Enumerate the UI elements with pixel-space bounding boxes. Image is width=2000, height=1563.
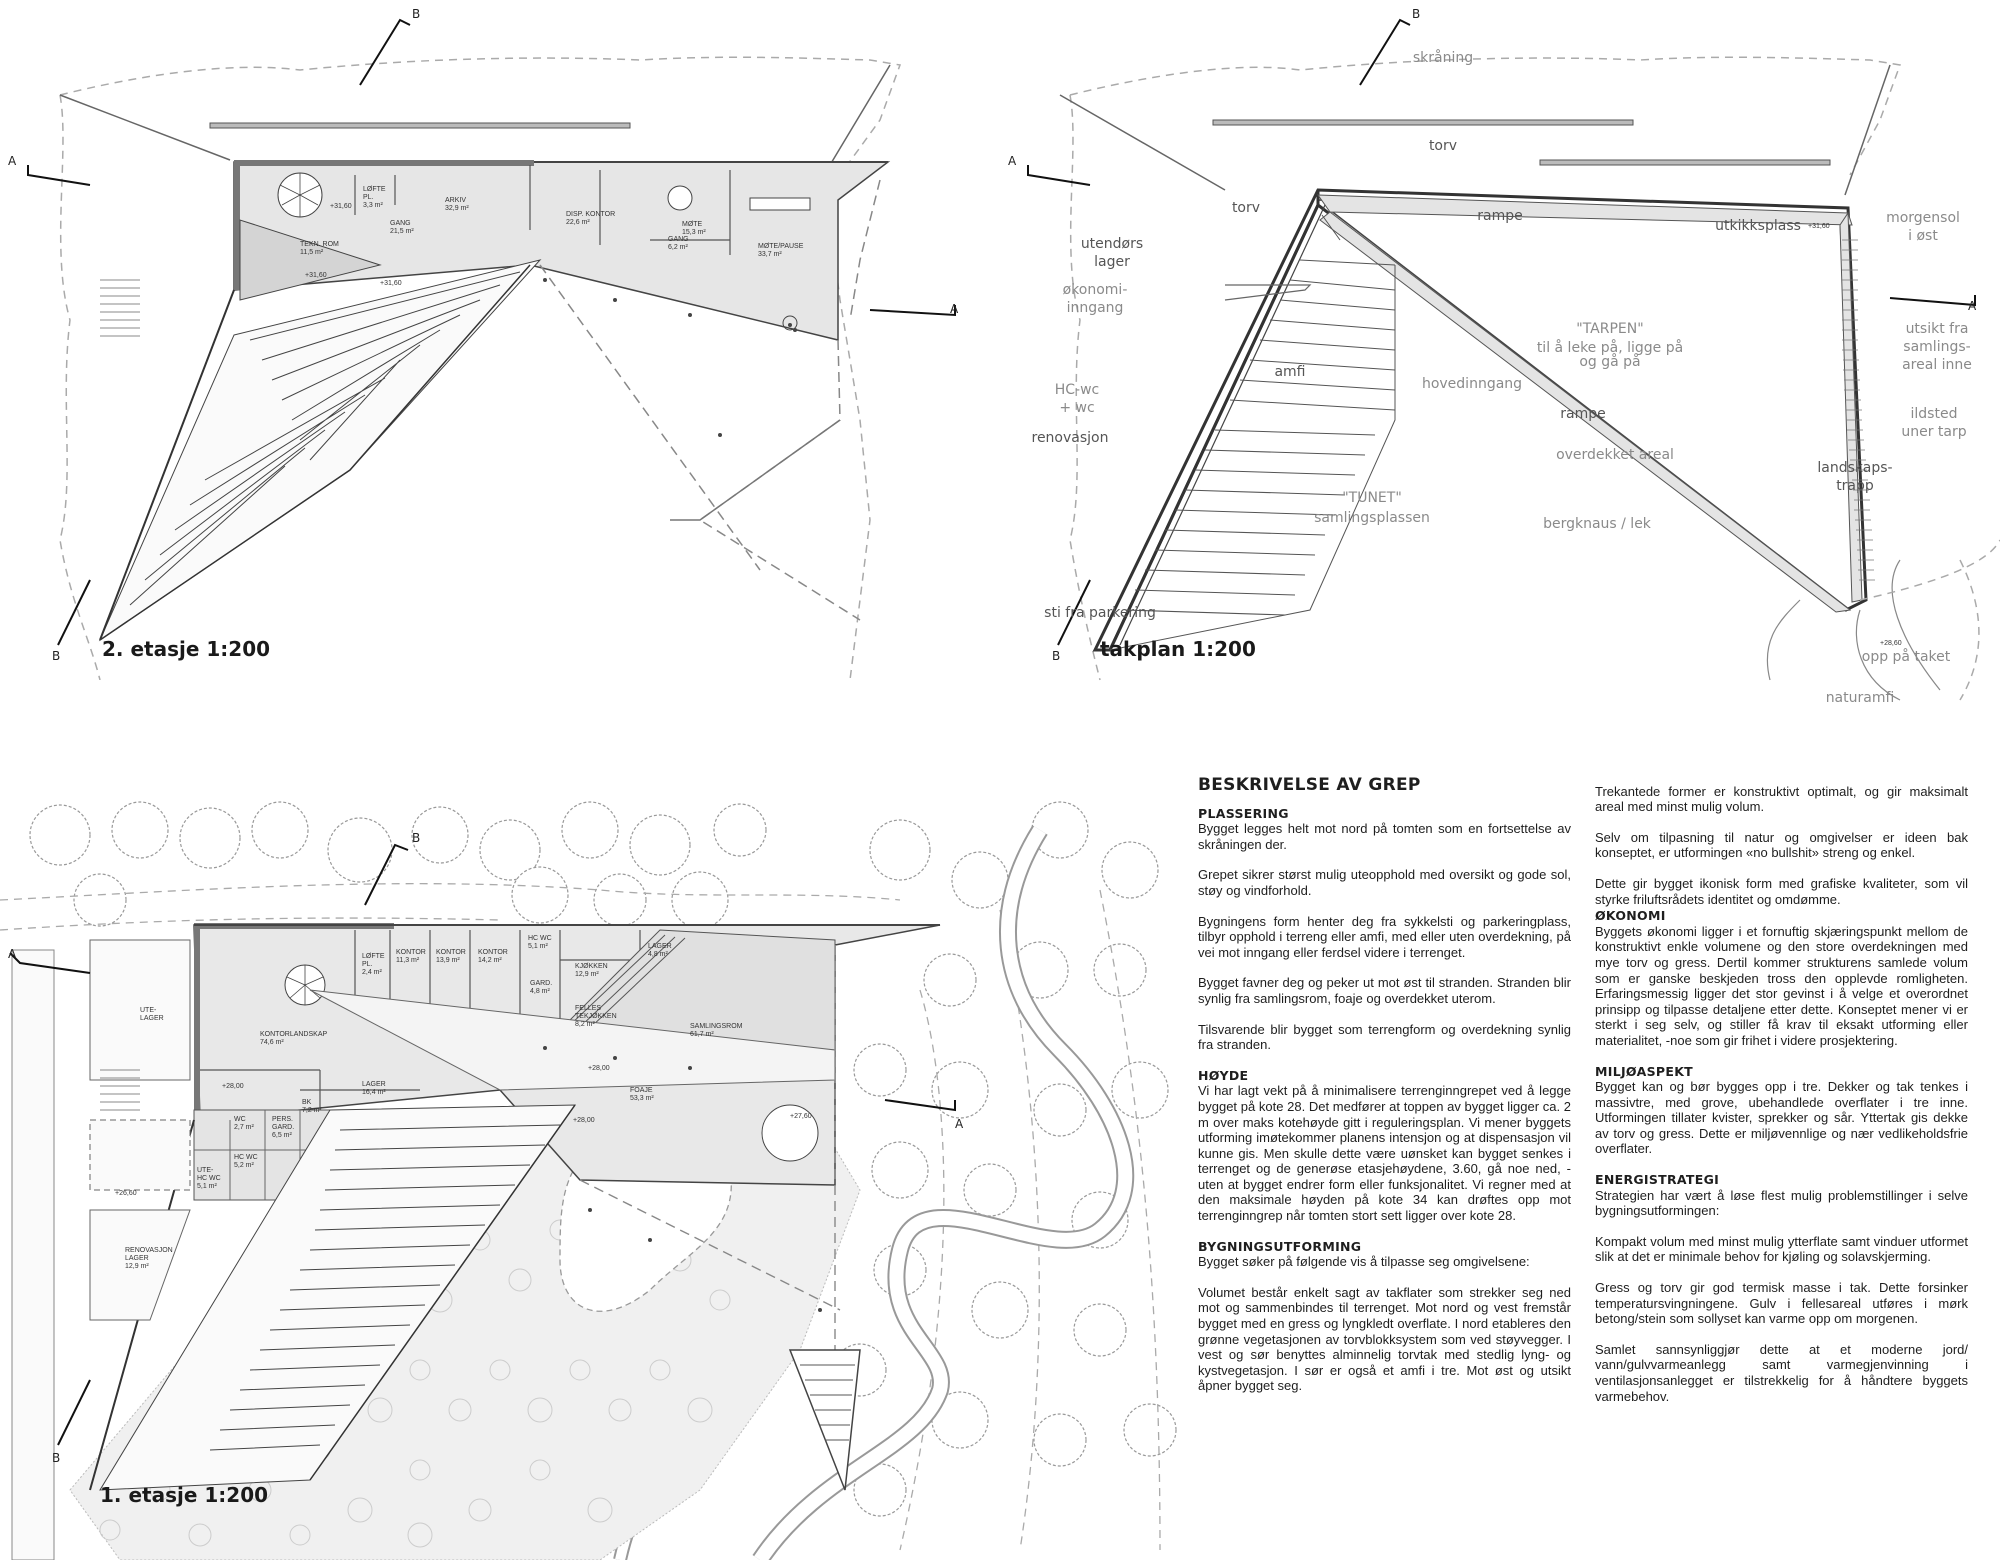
paragraph: Bygget søker på følgende vis å tilpasse seg omgivelsene: (1198, 1254, 1530, 1270)
room-lofte-sub: PL. (363, 194, 374, 201)
ff-room-kontorlandskap-area: 74,6 m² (260, 1039, 284, 1046)
ff-room-lager-1: LAGER (648, 943, 672, 950)
plan-roof (1000, 0, 2000, 720)
ff-room-gard-area: 4,8 m² (530, 988, 550, 995)
room-lofte: LØFTE (363, 186, 386, 193)
ff-room-ute-hcwc-sub: HC WC (197, 1175, 221, 1182)
ff-room-pers-sub: GARD. (272, 1124, 295, 1131)
description-title: BESKRIVELSE AV GREP (1198, 775, 1421, 795)
room-disp-kontor-area: 22,6 m² (566, 219, 590, 226)
description-panel (1198, 775, 1968, 1558)
label-okonomi: økonomi- (1062, 282, 1128, 298)
ff-section-a-right: A (955, 1117, 964, 1131)
title-first-floor: 1. etasje 1:200 (100, 1483, 269, 1507)
heading-hoyde: HØYDE (1198, 1067, 1249, 1083)
label-utsikt-1: utsikt fra (1905, 321, 1969, 337)
paragraph: Strategien har vært å løse flest mulig problemstillinger i selve bygningsutformingen: (1595, 1187, 1968, 1219)
label-wc: + wc (1059, 400, 1095, 416)
ff-room-lager-2: LAGER (362, 1081, 386, 1088)
ff-level-2: +28,00 (588, 1065, 610, 1072)
heading-okonomi: ØKONOMI (1595, 908, 1666, 924)
ff-room-lofte: LØFTE (362, 953, 385, 960)
room-lofte-area: 3,3 m² (363, 202, 383, 209)
roof-level-1: +31,60 (1808, 223, 1830, 230)
ff-room-pers: PERS. (272, 1116, 294, 1123)
section-hoyde (1198, 1068, 1571, 1224)
section-bygningsutforming (1198, 1239, 1571, 1394)
level-3: +31,60 (380, 280, 402, 287)
label-landskaps-2: trapp (1836, 478, 1874, 494)
paragraph: Bygget kan og bør bygges opp i tre. Dekker og tak tenkes i massivtre, med grove, ubehandlede overflater i tre inne. Utformingen tillater kvister, sprekker og sår. Yttertak gis dekke av torv og gress. Dette er miljøvennlige og nær vedlikeholdsfrie overflater. (1595, 1079, 1968, 1157)
label-tarpen-sub1: til å leke på, ligge på (1536, 340, 1684, 356)
label-tarpen-sub2: og gå på (1579, 354, 1641, 370)
ff-room-renovasjon-sub: LAGER (125, 1255, 149, 1262)
ff-room-samlingsrom: SAMLINGSROM (690, 1023, 743, 1030)
room-tekn-area: 11,5 m² (300, 249, 324, 256)
ff-room-bk-area: 7,2 m² (302, 1107, 322, 1114)
heading-plassering: PLASSERING (1198, 805, 1289, 821)
ff-room-bk: BK (302, 1099, 312, 1106)
paragraph: Bygget favner deg og peker ut mot øst til stranden. Stranden blir synlig fra samlingsrom, foaje og overdekket uterom. (1198, 975, 1571, 1006)
roof-section-a-right: A (1968, 299, 1977, 313)
ff-room-wc: WC (234, 1116, 246, 1123)
ff-room-kontor-3-area: 14,2 m² (478, 957, 502, 964)
room-gang-area: 21,5 m² (390, 228, 414, 235)
paragraph: Dette gir bygget ikonisk form med grafiske kvaliteter, som vil styrke friluftsrådets identitet og omdømme. (1595, 875, 1968, 907)
ff-room-kontor-1: KONTOR (396, 949, 426, 956)
ff-room-lager-1-area: 4,8 m² (648, 951, 668, 958)
ff-room-lofte-area: 2,4 m² (362, 969, 382, 976)
label-renovasjon: renovasjon (1031, 430, 1109, 446)
plan-second-floor (0, 0, 960, 680)
ff-room-ute-lager: UTE- (140, 1007, 157, 1014)
label-overdekket: overdekket areal (1556, 447, 1674, 463)
plan-first-floor (0, 790, 1180, 1560)
label-opp: opp på taket (1861, 649, 1951, 665)
ff-room-felles: FELLES (575, 1005, 602, 1012)
ff-section-b-bottom: B (52, 1451, 61, 1465)
ff-room-lofte-sub: PL. (362, 961, 373, 968)
label-bergknaus: bergknaus / lek (1543, 516, 1651, 532)
label-morgensol: morgensol (1886, 210, 1960, 226)
label-skraning: skråning (1412, 50, 1474, 66)
ff-room-wc-area: 2,7 m² (234, 1124, 254, 1131)
room-gang2-area: 6,2 m² (668, 244, 688, 251)
ff-room-kontor-1-area: 11,3 m² (396, 957, 420, 964)
room-mote-area: 15,3 m² (682, 229, 706, 236)
room-disp-kontor: DISP. KONTOR (566, 211, 616, 218)
room-gang: GANG (390, 220, 411, 227)
label-lager: lager (1094, 254, 1130, 270)
section-mark-b-top: B (412, 7, 421, 21)
label-sti: sti fra parkering (1044, 605, 1156, 621)
room-arkiv-area: 32,9 m² (445, 205, 469, 212)
heading-energistrategi: ENERGISTRATEGI (1595, 1172, 1720, 1188)
ff-room-hcwc: HC WC (528, 935, 552, 942)
paragraph: Gress og torv gir god termisk masse i tak. Dette forsinker temperatursvingningene. Gulv i fellesareal utføres i mørk betong/stein som sollyset kan varme opp om morgenen. (1595, 1280, 1968, 1327)
section-energistrategi (1595, 1172, 1968, 1404)
room-arkiv: ARKIV (445, 197, 467, 204)
ff-room-lager-2-area: 16,4 m² (362, 1089, 386, 1096)
label-hovedinngang: hovedinngang (1421, 376, 1523, 392)
ff-room-felles-sub: TEKJØKKEN (575, 1013, 617, 1020)
ff-room-renovasjon-area: 12,9 m² (125, 1263, 149, 1270)
section-mark-b-bottom: B (52, 649, 61, 663)
paragraph: Volumet består enkelt sagt av takflater som strekker seg ned mot og sammenbindes til terrenget. Mot nord og vest fremstår bygget med en gress og lyngkledt overflate. I nord etableres den grønne vegetasjonen av torvblokksystem som ved støyvegger. I vest og sør benyttes alminnelig torvtak med stedlig lyng- og kystvegetasjon. I sør er også et amfi i tre. Mot øst og utsikt åpner bygget seg. (1198, 1284, 1571, 1394)
label-rampe-2: rampe (1560, 406, 1606, 422)
ff-room-ute-lager-sub: LAGER (140, 1015, 164, 1022)
section-miljoaspekt (1595, 1064, 1968, 1158)
roof-level-2: +28,60 (1880, 640, 1902, 647)
paragraph: Bygget legges helt mot nord på tomten som en fortsettelse av skråningen der. (1198, 821, 1571, 852)
paragraph: Kompakt volum med minst mulig ytterflate samt vinduer utformet slik at det er minimale behov for kjøling og solavskjerming. (1595, 1233, 1968, 1265)
ff-room-samlingsrom-area: 61,7 m² (690, 1031, 714, 1038)
heading-miljoaspekt: MILJØASPEKT (1595, 1063, 1694, 1079)
ff-room-felles-area: 8,2 m² (575, 1021, 595, 1028)
ff-room-kontor-3: KONTOR (478, 949, 508, 956)
section-plassering (1198, 806, 1571, 1053)
ff-room-kontorlandskap: KONTORLANDSKAP (260, 1031, 328, 1038)
ff-room-ute-hcwc-area: 5,1 m² (197, 1183, 217, 1190)
room-mote: MØTE (682, 221, 703, 228)
room-gang2: GANG (668, 236, 689, 243)
ff-room-hcwc-2: HC WC (234, 1154, 258, 1161)
ff-level-5: +26,60 (115, 1190, 137, 1197)
plan-roof-drawing (1000, 0, 2000, 720)
label-naturamfi: naturamfi (1825, 690, 1895, 706)
paragraph: Trekantede former er konstruktivt optimalt, og gir maksimalt areal med minst mulig volum. (1595, 783, 1968, 815)
ff-level-4: +27,60 (790, 1113, 812, 1120)
label-ildsted-2: uner tarp (1901, 424, 1967, 440)
label-ildsted-1: ildsted (1910, 406, 1958, 422)
ff-room-foaje-area: 53,3 m² (630, 1095, 654, 1102)
paragraph: Samlet sannsynliggjør dette at et moderne jord/ vann/gulvvarmeanlegg samt varmegjenvinning i ventilasjonsanlegget er tilstrekkelig for å håndtere byggets varmebehov. (1595, 1341, 1968, 1404)
label-hcwc: HC-wc (1054, 382, 1100, 398)
label-utendors: utendørs (1080, 236, 1144, 252)
ff-section-a-left: A (8, 947, 17, 961)
plan-first-floor-drawing (0, 790, 1180, 1560)
section-mark-a-left: A (8, 154, 17, 168)
ff-room-hcwc-area: 5,1 m² (528, 943, 548, 950)
roof-section-a-left: A (1008, 154, 1017, 168)
ff-level-1: +28,00 (222, 1083, 244, 1090)
section-mark-a-right: A (950, 302, 959, 316)
label-rampe-1: rampe (1477, 208, 1523, 224)
ff-section-b-top: B (412, 831, 421, 845)
label-samlingsplassen: samlingsplassen (1314, 510, 1430, 526)
ff-room-kjokken-area: 12,9 m² (575, 971, 599, 978)
ff-room-renovasjon: RENOVASJON (125, 1247, 173, 1254)
paragraph: Byggets økonomi ligger i et fornuftig skjæringspunkt mellom de konstruktivt enkle volumene og den store overdekningen med mye torv og gress. Dertil kommer strukturens samlede volum som er ganske beskjeden tross den opplevde romligheten. Erfaringsmessig ligger det stor gevinst i å velge et overordnet prinsipp og tilpasse detaljene etter dette. Konseptet mener vi er sterkt i seg selv, og stiller få krav til eksakt utforming eller materialitet, -noe som gir frihet i videre prosjektering. (1595, 923, 1968, 1048)
label-torv-2: torv (1231, 200, 1261, 216)
label-tunet: "TUNET" (1342, 490, 1402, 506)
ff-room-kjokken: KJØKKEN (575, 963, 608, 970)
ff-room-hcwc-2-area: 5,2 m² (234, 1162, 254, 1169)
plan-second-floor-drawing (0, 0, 960, 680)
ff-room-pers-area: 6,5 m² (272, 1132, 292, 1139)
ff-room-ute-hcwc: UTE- (197, 1167, 214, 1174)
heading-bygningsutforming: BYGNINGSUTFORMING (1198, 1238, 1362, 1254)
ff-room-kontor-2: KONTOR (436, 949, 466, 956)
label-torv-1: torv (1428, 138, 1458, 154)
section-intro-right (1595, 784, 1968, 908)
ff-room-foaje: FOAJE (630, 1087, 653, 1094)
label-i-ost: i øst (1908, 228, 1938, 244)
level-1: +31,60 (305, 272, 327, 279)
ff-level-3: +28,00 (573, 1117, 595, 1124)
room-tekn: TEKN. ROM (300, 241, 339, 248)
room-mote-pause: MØTE/PAUSE (758, 243, 804, 250)
label-inngang: inngang (1066, 300, 1124, 316)
label-utsikt-3: areal inne (1902, 357, 1972, 373)
label-amfi: amfi (1274, 364, 1306, 380)
paragraph: Tilsvarende blir bygget som terrengform og overdekning synlig fra stranden. (1198, 1021, 1571, 1053)
description-column-right (1595, 784, 1968, 1420)
paragraph: Selv om tilpasning til natur og omgivelser er ideen bak konseptet, er utformingen «no bullshit» streng og enkel. (1595, 829, 1968, 861)
room-mote-pause-area: 33,7 m² (758, 251, 782, 258)
paragraph: Vi har lagt vekt på å minimalisere terrenginngrepet ved å legge bygget på kote 28. Det medfører at toppen av bygget ligger ca. 2 m over maks kotehøyde gitt i reguleringsplan. Vi mener byggets utforming imøtekommer planens intensjon og at dispensasjon vil kunne gis. Men skulle dette være uønsket kan bygget senkes i terrenget og de generøse etasjehøydene, 3.60, gå noe ned, -uten at bygget endrer form eller funksjonalitet. Vi regner med at den maksimale høyden på kote 34 kan drøftes opp mot terrenginngrep når tomten stort sett ligger over kote 28. (1198, 1083, 1571, 1224)
paragraph: Bygningens form henter deg fra sykkelsti og parkeringplass, tilbyr opphold i terreng eller amfi, med eller uten overdekning, på vei mot inngang eller ferdsel videre i terrenget. (1198, 913, 1571, 960)
ff-room-kontor-2-area: 13,9 m² (436, 957, 460, 964)
label-utsikt-2: samlings- (1903, 339, 1971, 355)
description-column-left (1198, 806, 1571, 1420)
label-landskaps-1: landskaps- (1817, 460, 1893, 476)
paragraph: Grepet sikrer størst mulig uteopphold med oversikt og gode sol, støy og vindforhold. (1198, 867, 1571, 898)
level-2: +31,60 (330, 203, 352, 210)
roof-section-b-top: B (1412, 7, 1421, 21)
label-utkikksplass: utkikksplass (1715, 218, 1801, 234)
title-second-floor: 2. etasje 1:200 (102, 637, 271, 661)
label-tarpen: "TARPEN" (1576, 321, 1644, 337)
title-roof: takplan 1:200 (1100, 637, 1256, 661)
roof-section-b-bottom: B (1052, 649, 1061, 663)
section-okonomi (1595, 908, 1968, 1048)
ff-room-gard: GARD. (530, 980, 553, 987)
